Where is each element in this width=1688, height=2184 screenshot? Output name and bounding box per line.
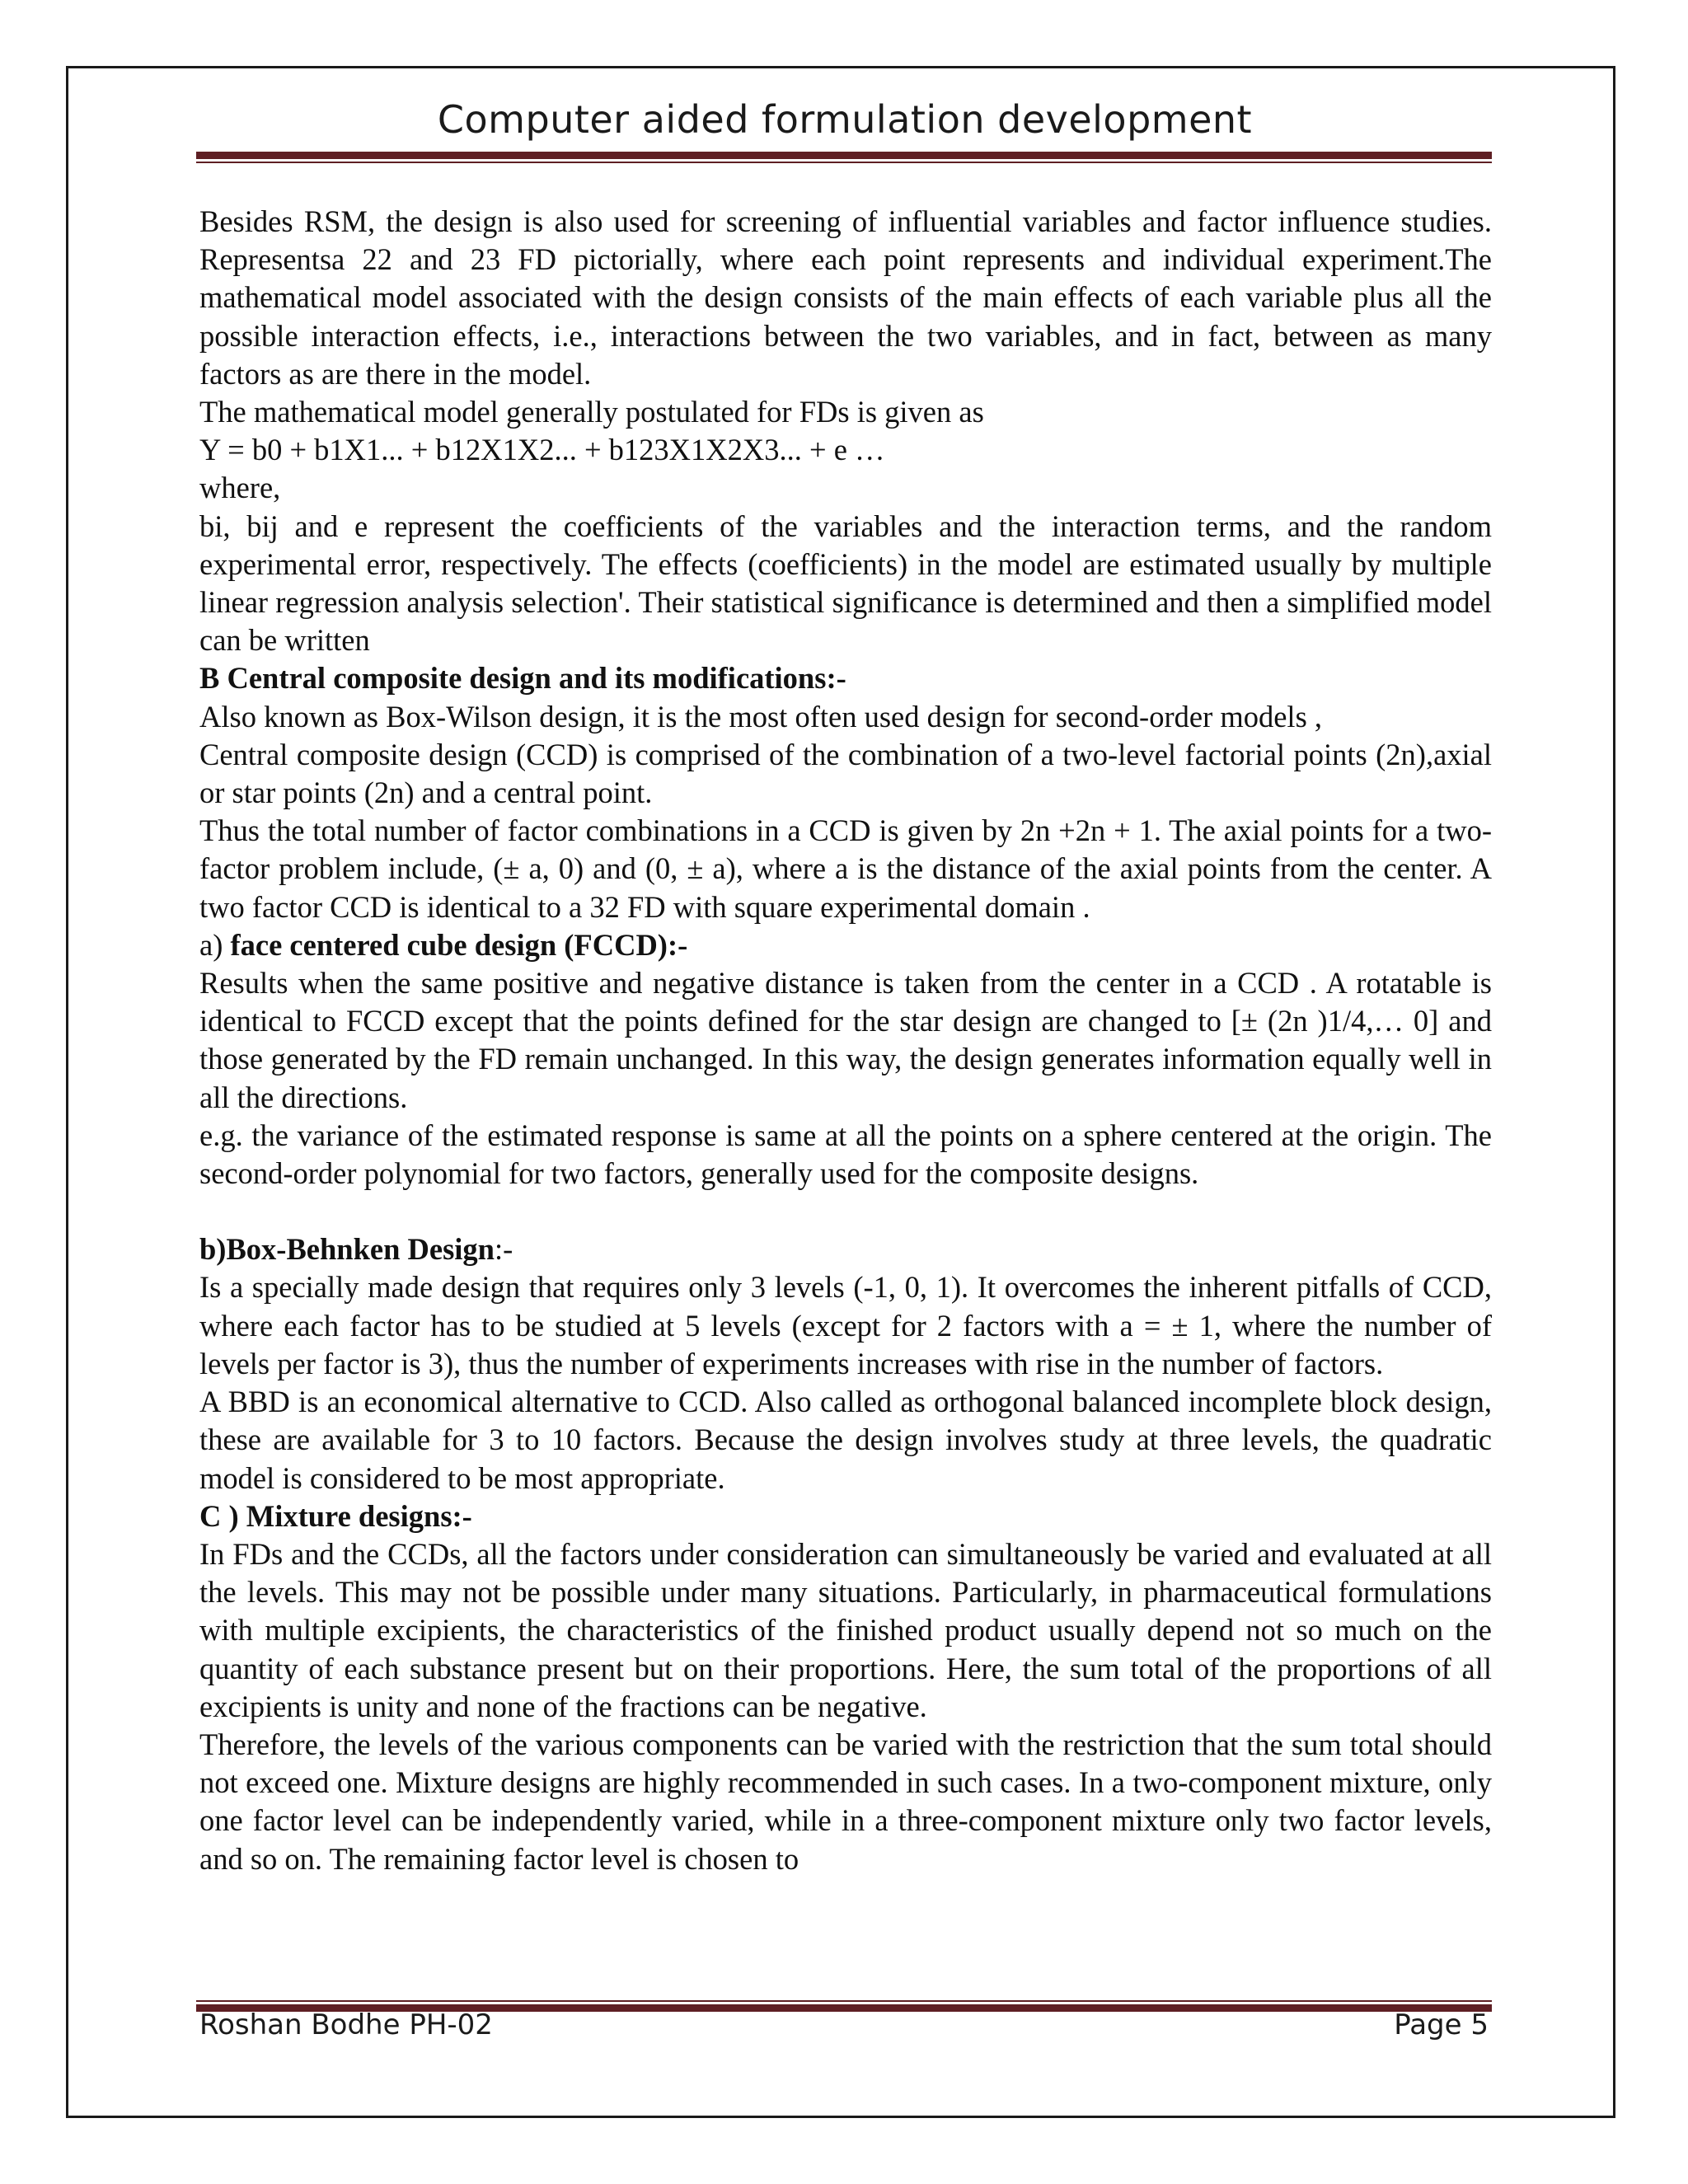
heading-text: face centered cube design (FCCD):- [230,927,688,962]
paragraph: In FDs and the CCDs, all the factors under consideration can simultaneously be varied and evaluated at all the levels. This may not be possible under many situations. Particularly, in pharmaceutical formulations with multiple excipients, the characteristics of the finished product usually depend not so much on the quantity of each substance present but on their proportions. Here, the sum total of the proportions of all excipients is unity and none of the fractions can be negative. [199,1536,1492,1723]
paragraph: where, [199,471,281,505]
section-heading-mixture: C ) Mixture designs:- [199,1498,472,1533]
header-rule [196,152,1492,163]
equation: Y = b0 + b1X1... + b12X1X2... + b123X1X2X3... + e … [199,433,885,467]
paragraph: A BBD is an economical alternative to CCD. Also called as orthogonal balanced incomplete block design, these are available for 3 to 10 factors. Because the design involves study at three levels, the quadratic model is considered to be most appropriate. [199,1385,1492,1495]
spacer [199,1193,1492,1230]
heading-text: b)Box-Behnken Design [199,1232,495,1267]
paragraph: The mathematical model generally postulated for FDs is given as [199,395,984,429]
paragraph: Besides RSM, the design is also used for screening of influential variables and factor influence studies. Representsa 22 and 23 FD pictorially, where each point represents and individual experiment.The mathematical model associated with the design consists of the main effects of each variable plus all the possible interaction effects, i.e., interactions between the two variables, and in fact, between as many factors as are there in the model. [199,204,1492,391]
paragraph: Is a specially made design that requires only 3 levels (-1, 0, 1). It overcomes the inherent pitfalls of CCD, where each factor has to be studied at 5 levels (except for 2 factors with a = ± 1, where the number of levels per factor is 3), thus the number of experiments increases with rise in the number of factors. [199,1270,1492,1380]
paragraph: Thus the total number of factor combinations in a CCD is given by 2n +2n + 1. The axial points for a two-factor problem include, (± a, 0) and (0, ± a), where a is the distance of the axial points from the center. A two factor CCD is identical to a 32 FD with square experimental domain . [199,813,1492,924]
document-body [199,203,1492,1878]
paragraph: Therefore, the levels of the various components can be varied with the restriction that the sum total should not exceed one. Mixture designs are highly recommended in such cases. In a two-component mixture, only one factor level can be independently varied, while in a three-component mixture only two factor levels, and so on. The remaining factor level is chosen to [199,1727,1492,1876]
heading-prefix: a) [199,927,231,962]
section-heading-bbd [199,1230,1492,1268]
footer-author: Roshan Bodhe PH-02 [199,2008,493,2041]
paragraph: bi, bij and e represent the coefficients of the variables and the interaction terms, and the random experimental error, respectively. The effects (coefficients) in the model are estimated usually by multiple linear regression analysis selection'. Their statistical significance is determined and then a simplified model can be written [199,509,1492,658]
footer-page-number: Page 5 [1394,2008,1489,2041]
paragraph: Results when the same positive and negative distance is taken from the center in a CCD . A rotatable is identical to FCCD except that the points defined for the star design are changed to [± (2n )1/4,… 0] and those generated by the FD remain unchanged. In this way, the design generates information equally well in all the directions. [199,966,1492,1114]
paragraph: Also known as Box-Wilson design, it is the most often used design for second-order models , [199,699,1323,733]
page-header-title: Computer aided formulation development [437,97,1253,142]
heading-suffix: :- [494,1232,513,1267]
section-heading-fccd [199,926,1492,964]
paragraph: e.g. the variance of the estimated response is same at all the points on a sphere centered at the origin. The second-order polynomial for two factors, generally used for the composite designs. [199,1118,1492,1191]
paragraph: Central composite design (CCD) is comprised of the combination of a two-level factorial points (2n),axial or star points (2n) and a central point. [199,737,1492,810]
section-heading-ccd: B Central composite design and its modifications:- [199,661,846,696]
